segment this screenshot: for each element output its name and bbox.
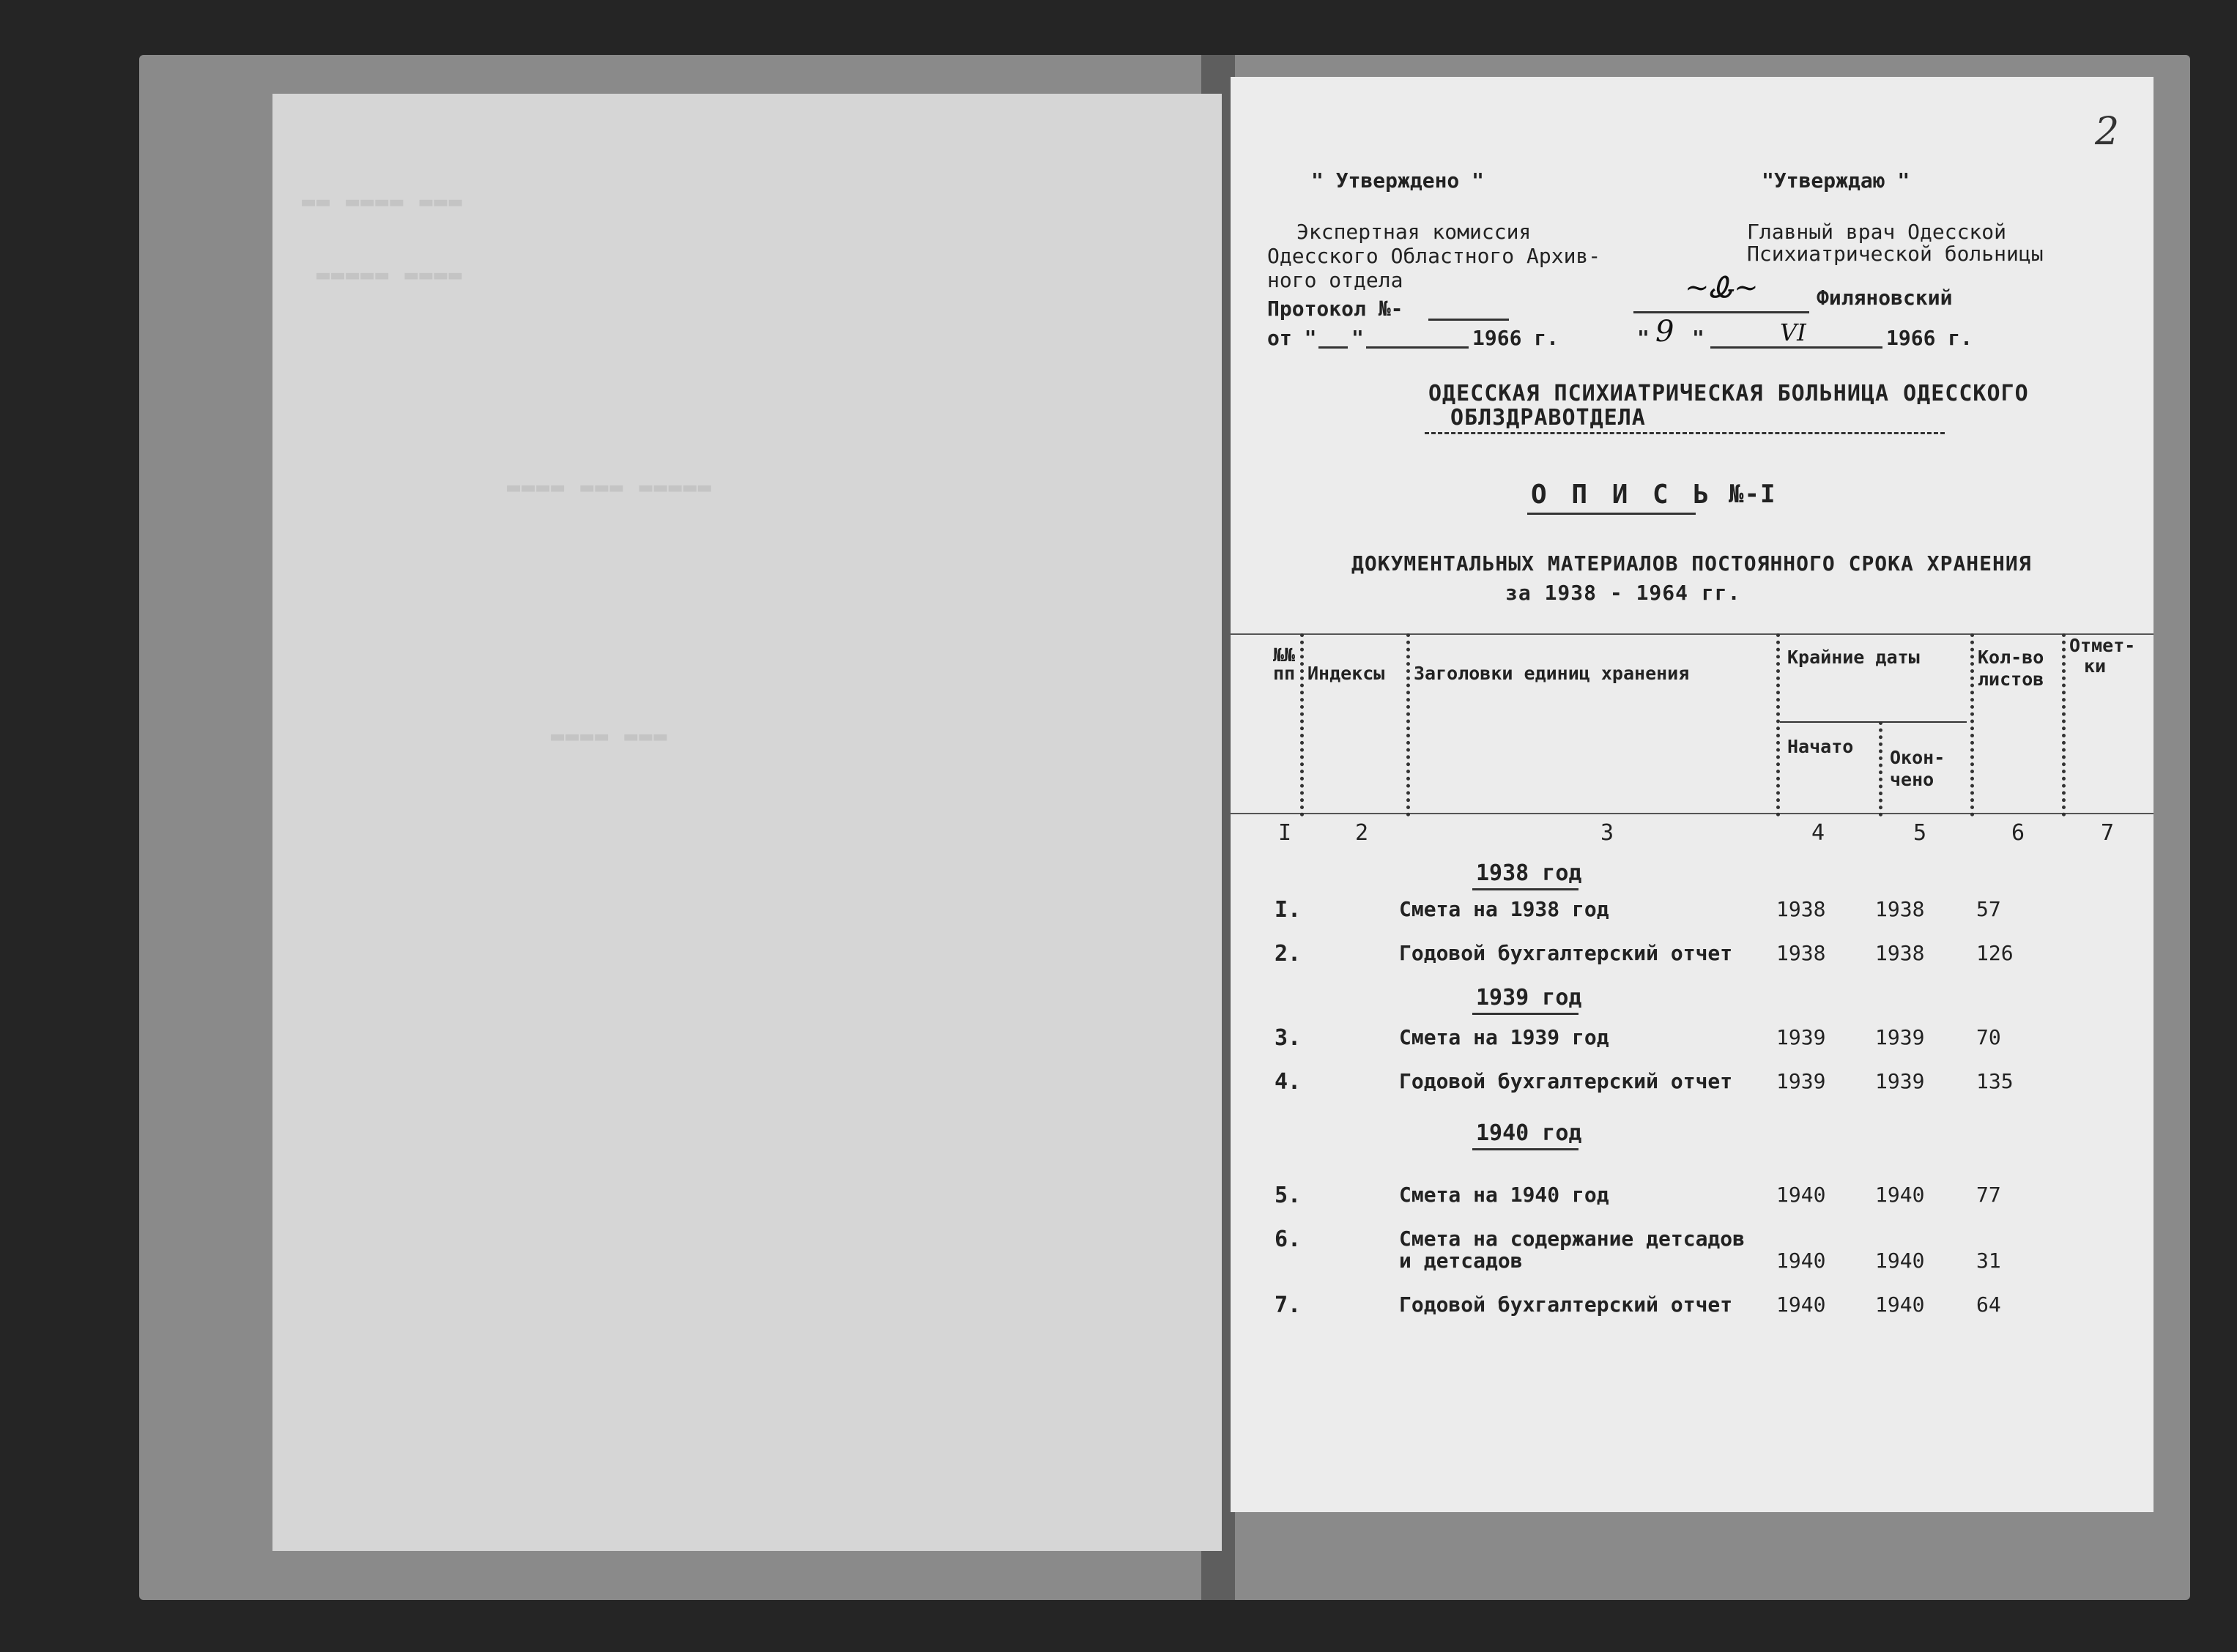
bleed-through-text: ▬▬▬▬▬ ▬▬▬▬	[316, 262, 464, 288]
table-row	[1231, 1227, 2153, 1292]
row-number: 7.	[1275, 1292, 1302, 1318]
row-sheets: 135	[1976, 1069, 2014, 1093]
row-sheets: 77	[1976, 1183, 2001, 1207]
row-title: Смета на содержание детсадов	[1399, 1227, 1746, 1251]
approval-right-line2: Психиатрической больницы	[1747, 242, 2044, 266]
row-title: Смета на 1938 год	[1399, 897, 1609, 921]
page-number: 2	[2095, 110, 2120, 154]
column-separator	[1300, 633, 1304, 816]
row-title: Годовой бухгалтерский отчет	[1399, 1069, 1733, 1093]
year-header: 1940 год	[1476, 1120, 1582, 1146]
approval-left-date-mid: "	[1351, 326, 1364, 350]
row-title: Годовой бухгалтерский отчет	[1399, 941, 1733, 965]
table-row	[1231, 1069, 2153, 1113]
signature-line	[1633, 311, 1809, 313]
row-start: 1940	[1776, 1292, 1826, 1317]
row-number: I.	[1275, 897, 1302, 923]
header-notes-a: Отмет-	[2069, 635, 2136, 656]
approval-right-quote-close: "	[1692, 326, 1704, 350]
row-number: 4.	[1275, 1069, 1302, 1095]
row-number: 5.	[1275, 1183, 1302, 1208]
header-index: Индексы	[1307, 663, 1385, 684]
header-num-b: пп	[1273, 663, 1296, 684]
row-sheets: 126	[1976, 941, 2014, 965]
approval-left-year: 1966 г.	[1472, 326, 1559, 350]
row-start: 1938	[1776, 941, 1826, 965]
row-number: 2.	[1275, 941, 1302, 967]
row-number: 6.	[1275, 1227, 1302, 1252]
table-row	[1231, 1292, 2153, 1336]
row-end: 1940	[1875, 1292, 1925, 1317]
organization-line1: ОДЕССКАЯ ПСИХИАТРИЧЕСКАЯ БОЛЬНИЦА ОДЕССКОГО	[1428, 381, 2029, 406]
column-number: 7	[2101, 820, 2115, 846]
handwritten-signature: ~Ꮂ~	[1685, 271, 1759, 305]
row-end: 1940	[1875, 1183, 1925, 1207]
row-title-line2: и детсадов	[1399, 1249, 1523, 1273]
row-title: Годовой бухгалтерский отчет	[1399, 1292, 1733, 1317]
header-notes-b: ки	[2084, 655, 2107, 677]
header-sheets-b: листов	[1978, 669, 2044, 690]
bleed-through-text: ▬▬▬▬ ▬▬▬ ▬▬▬▬▬	[507, 475, 713, 500]
header-titles: Заголовки единиц хранения	[1414, 663, 1690, 684]
protocol-blank-line	[1428, 319, 1509, 321]
header-start: Начато	[1787, 736, 1854, 757]
year-header: 1939 год	[1476, 985, 1582, 1011]
column-number: 4	[1811, 820, 1825, 846]
header-dates-rule	[1780, 721, 1967, 723]
row-number: 3.	[1275, 1025, 1302, 1051]
table-header-top-rule	[1231, 633, 2153, 635]
column-number: 5	[1913, 820, 1927, 846]
approval-left-date-prefix: от "	[1267, 326, 1317, 350]
row-sheets: 70	[1976, 1025, 2001, 1049]
header-end-a: Окон-	[1890, 747, 1945, 768]
organization-line2: ОБЛЗДРАВОТДЕЛА	[1450, 405, 1646, 431]
approval-left-heading: " Утверждено "	[1311, 168, 1485, 193]
approval-right-line1: Главный врач Одесской	[1747, 220, 2007, 244]
table-row	[1231, 897, 2153, 941]
year-header-underline	[1472, 1148, 1578, 1150]
row-start: 1938	[1776, 897, 1826, 921]
table-row	[1231, 1183, 2153, 1227]
row-start: 1940	[1776, 1183, 1826, 1207]
row-title: Смета на 1939 год	[1399, 1025, 1609, 1049]
approval-right-heading: "Утверждаю "	[1762, 168, 1910, 193]
year-header-underline	[1472, 1013, 1578, 1015]
header-end-b: чено	[1890, 769, 1934, 790]
table-row	[1231, 1025, 2153, 1069]
year-header-underline	[1472, 888, 1578, 890]
table-row	[1231, 941, 2153, 985]
left-blank-page	[272, 94, 1222, 1551]
row-end: 1939	[1875, 1069, 1925, 1093]
inventory-title-underline	[1527, 513, 1696, 515]
column-separator	[1406, 633, 1410, 816]
header-num-a: №№	[1273, 644, 1296, 666]
approval-left-line1: Экспертная комиссия	[1296, 220, 1532, 244]
row-sheets: 57	[1976, 897, 2001, 921]
row-sheets: 31	[1976, 1249, 2001, 1273]
column-number: I	[1278, 820, 1292, 846]
organization-underline	[1425, 432, 1945, 434]
row-end: 1940	[1875, 1249, 1925, 1273]
approval-left-line3: ного отдела	[1267, 268, 1403, 292]
column-separator	[1776, 633, 1780, 816]
inventory-number: №-I	[1729, 480, 1776, 509]
signer-name: Филяновский	[1817, 286, 1953, 310]
row-end: 1939	[1875, 1025, 1925, 1049]
approval-left-protocol: Протокол №-	[1267, 297, 1403, 321]
header-dates: Крайние даты	[1787, 647, 1920, 668]
column-separator	[1970, 633, 1974, 816]
date-right-line	[1710, 346, 1882, 349]
header-sheets-a: Кол-во	[1978, 647, 2044, 668]
approval-left-line2: Одесского Областного Архив-	[1267, 244, 1601, 268]
row-end: 1938	[1875, 941, 1925, 965]
year-header: 1938 год	[1476, 860, 1582, 886]
date-day-blank	[1318, 346, 1348, 349]
row-sheets: 64	[1976, 1292, 2001, 1317]
row-start: 1940	[1776, 1249, 1826, 1273]
column-separator	[2062, 633, 2066, 816]
row-title: Смета на 1940 год	[1399, 1183, 1609, 1207]
approval-right-day: 9	[1655, 315, 1674, 349]
approval-right-month: VI	[1780, 319, 1806, 346]
table-header-bottom-rule	[1231, 813, 2153, 814]
row-start: 1939	[1776, 1069, 1826, 1093]
bleed-through-text: ▬▬ ▬▬▬▬ ▬▬▬	[302, 189, 464, 215]
inventory-subtitle2: за 1938 - 1964 гг.	[1505, 581, 1741, 605]
row-start: 1939	[1776, 1025, 1826, 1049]
column-number: 3	[1600, 820, 1614, 846]
bleed-through-text: ▬▬▬▬ ▬▬▬	[551, 723, 669, 749]
inventory-title: О П И С Ь	[1531, 480, 1714, 510]
inventory-subtitle1: ДОКУМЕНТАЛЬНЫХ МАТЕРИАЛОВ ПОСТОЯННОГО СРОКА ХРАНЕНИЯ	[1351, 551, 2032, 576]
column-number: 6	[2011, 820, 2025, 846]
approval-right-year: 1966 г.	[1886, 326, 1973, 350]
row-end: 1938	[1875, 897, 1925, 921]
approval-right-quote-open: "	[1637, 326, 1650, 350]
date-month-blank	[1366, 346, 1469, 349]
inventory-page	[1231, 77, 2153, 1512]
column-number: 2	[1355, 820, 1369, 846]
column-separator	[1879, 721, 1882, 816]
